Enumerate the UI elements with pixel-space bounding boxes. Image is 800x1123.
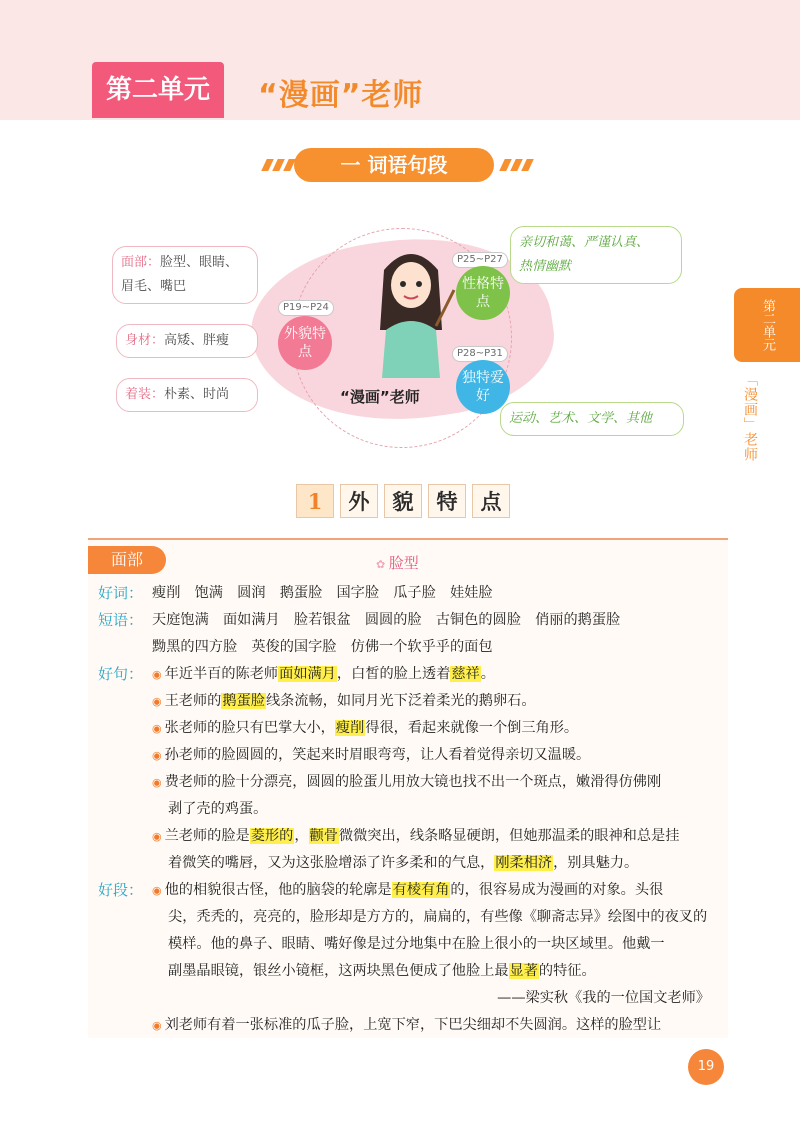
bullet-icon: ◉ xyxy=(152,668,162,681)
category-tag: 面部 xyxy=(88,546,166,574)
bullet-icon: ◉ xyxy=(152,884,162,897)
dress-val: 朴素、时尚 xyxy=(164,387,230,402)
unit-title: “漫画”老师 xyxy=(258,78,424,113)
bullet-icon: ◉ xyxy=(152,722,162,735)
lesson-char: 貌 xyxy=(384,484,422,518)
sentence-1: ◉ 年近半百的陈老师面如满月，白皙的脸上透着慈祥。 xyxy=(152,666,495,682)
paragraph-2: ◉ 刘老师有着一张标准的瓜子脸，上宽下窄，下巴尖细却不失圆润。这样的脸型让 xyxy=(152,1017,662,1033)
side-unit-title: 「漫画」老师 xyxy=(742,372,758,462)
character-page: P25~P27 xyxy=(452,252,508,268)
paragraph-1-line-3: 模样。他的鼻子、眼睛、嘴好像是过分地集中在脸上很小的一块区域里。他戴一 xyxy=(168,936,665,952)
face-key: 面部： xyxy=(121,255,161,270)
sentence-6: ◉ 兰老师的脸是菱形的，颧骨微微突出，线条略显硬朗，但她那温柔的眼神和总是挂 xyxy=(152,828,680,844)
character-val: 亲切和蔼、严谨认真、 xyxy=(519,235,650,250)
sentence-5-cont: 剥了壳的鸡蛋。 xyxy=(168,801,268,817)
paragraph-label: 好段： xyxy=(98,881,144,899)
character-label: 性格特点 xyxy=(462,276,504,310)
bullet-icon: ◉ xyxy=(152,776,162,789)
banner-dots-left xyxy=(264,159,293,171)
sentence-3: ◉ 张老师的脸只有巴掌大小，瘦削得很，看起来就像一个倒三角形。 xyxy=(152,720,579,736)
body-key: 身材： xyxy=(125,333,165,348)
paragraph-1-source: ——梁实秋《我的一位国文老师》 xyxy=(497,990,710,1006)
bullet-icon: ◉ xyxy=(152,749,162,762)
sentence-2: ◉ 王老师的鹅蛋脸线条流畅，如同月光下泛着柔光的鹅卵石。 xyxy=(152,693,536,709)
lesson-char: 特 xyxy=(428,484,466,518)
phrases-label: 短语： xyxy=(98,611,144,629)
body-cloud xyxy=(116,324,258,358)
appearance-page: P19~P24 xyxy=(278,300,334,316)
paragraph-1-line-4: 副墨晶眼镜，银丝小镜框，这两块黑色便成了他脸上最显著的特征。 xyxy=(168,963,596,979)
words-label: 好词： xyxy=(98,584,144,602)
mindmap-center: “漫画”老师 xyxy=(340,388,420,406)
words-text: 瘦削 饱满 圆润 鹅蛋脸 国字脸 瓜子脸 娃娃脸 xyxy=(152,585,493,601)
hobby-bubble xyxy=(456,360,510,414)
page-number: 19 xyxy=(688,1049,724,1085)
sentence-6-cont: 着微笑的嘴唇，又为这张脸增添了许多柔和的气息，刚柔相济，别具魅力。 xyxy=(168,855,639,871)
hobby-cloud xyxy=(500,402,684,436)
sentences-label: 好句： xyxy=(98,665,144,683)
appearance-label: 外貌特点 xyxy=(284,326,326,360)
teacher-illustration xyxy=(366,240,456,380)
mind-map xyxy=(112,210,692,440)
face-val: 脸型、眼睛、 xyxy=(160,255,239,270)
character-bubble xyxy=(456,266,510,320)
lesson-heading xyxy=(296,484,510,518)
face-val2: 眉毛、嘴巴 xyxy=(121,279,187,294)
lesson-char: 外 xyxy=(340,484,378,518)
character-val2: 热情幽默 xyxy=(519,259,572,274)
unit-tag: 第二单元 xyxy=(92,62,224,118)
subtitle: ✿ 脸型 xyxy=(376,552,419,573)
section-banner: 一 词语句段 xyxy=(294,148,494,182)
sentence-5: ◉ 费老师的脸十分漂亮，圆圆的脸蛋儿用放大镜也找不出一个斑点，嫩滑得仿佛刚 xyxy=(152,774,662,790)
hobby-val: 运动、艺术、文学、其他 xyxy=(509,411,653,426)
character-cloud xyxy=(510,226,682,284)
paragraph-1-line-2: 尖，秃秃的，亮亮的，脸形却是方方的，扁扁的，有些像《聊斋志异》绘图中的夜叉的 xyxy=(168,909,708,925)
face-cloud xyxy=(112,246,258,304)
bullet-icon: ◉ xyxy=(152,830,162,843)
dress-key: 着装： xyxy=(125,387,165,402)
lesson-number: 1 xyxy=(296,484,334,518)
lesson-char: 点 xyxy=(472,484,510,518)
hobby-label: 独特爱好 xyxy=(462,370,504,404)
bullet-icon: ◉ xyxy=(152,695,162,708)
bullet-icon: ◉ xyxy=(152,1019,162,1032)
hobby-page: P28~P31 xyxy=(452,346,508,362)
body-val: 高矮、胖瘦 xyxy=(164,333,230,348)
phrases-line-1: 天庭饱满 面如满月 脸若银盆 圆圆的脸 古铜色的圆脸 俏丽的鹅蛋脸 xyxy=(152,612,621,628)
content-panel xyxy=(88,538,728,1038)
side-unit-tab[interactable]: 第二单元 xyxy=(734,288,800,362)
banner-dots-right xyxy=(502,159,531,171)
dress-cloud xyxy=(116,378,258,412)
appearance-bubble xyxy=(278,316,332,370)
sentence-4: ◉ 孙老师的脸圆圆的，笑起来时眉眼弯弯，让人看着觉得亲切又温暖。 xyxy=(152,747,591,763)
paragraph-1-line-1: ◉ 他的相貌很古怪，他的脑袋的轮廓是有棱有角的，很容易成为漫画的对象。头很 xyxy=(152,882,664,898)
phrases-line-2: 黝黑的四方脸 英俊的国字脸 仿佛一个软乎乎的面包 xyxy=(152,639,493,655)
